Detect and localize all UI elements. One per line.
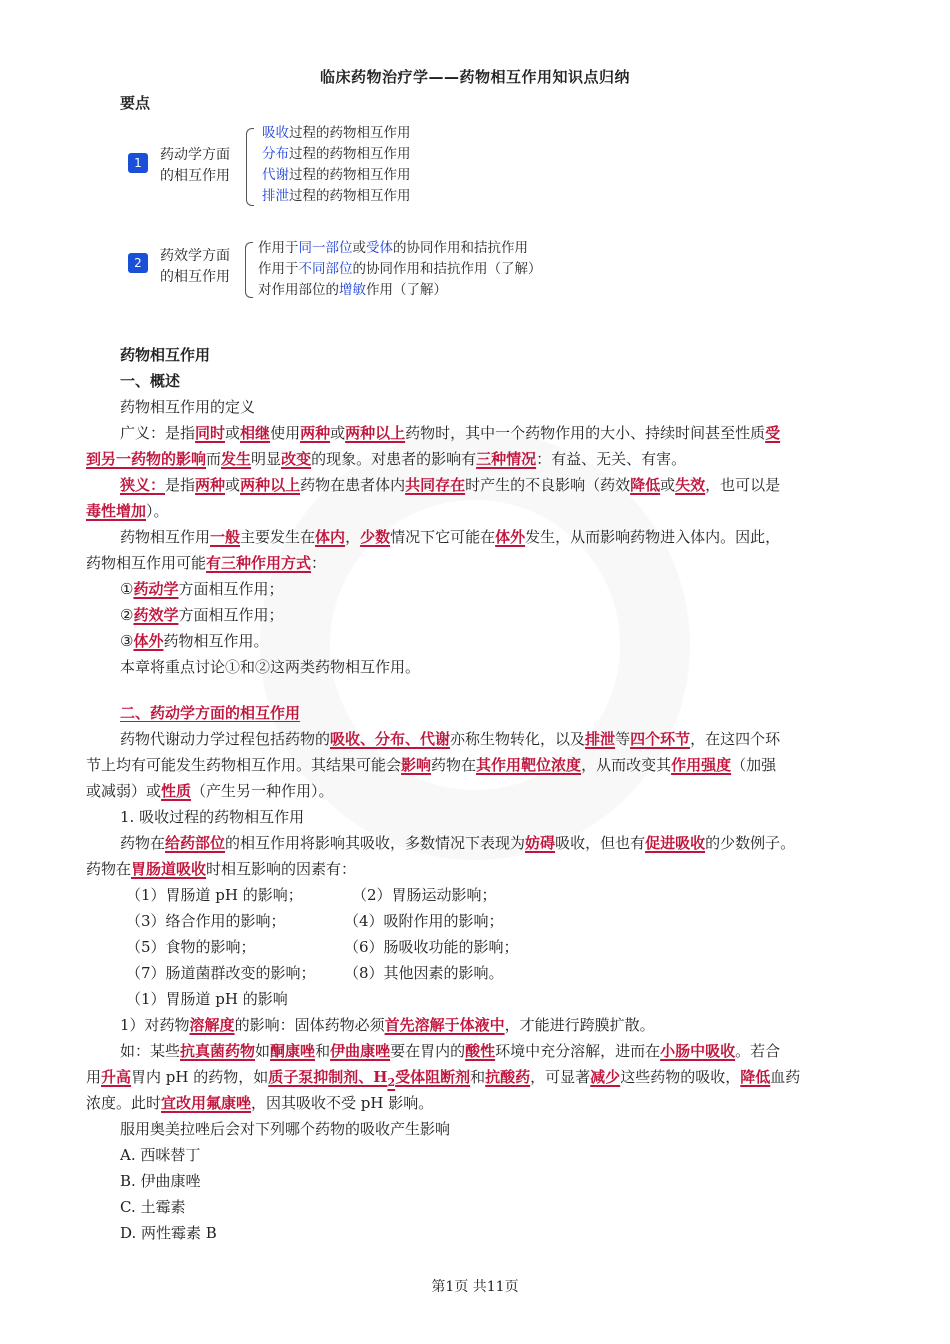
t: 而 bbox=[206, 450, 222, 468]
t: 和 bbox=[470, 1068, 486, 1086]
t: 主要发生在 bbox=[240, 528, 316, 546]
section-2-heading: 二、药动学方面的相互作用 bbox=[120, 704, 301, 722]
box2-item bbox=[258, 238, 542, 259]
u: 毒性增加 bbox=[86, 502, 147, 520]
t: 亦称生物转化，以及 bbox=[450, 730, 586, 748]
option-c: C. 土霉素 bbox=[120, 1198, 186, 1216]
para-4: 本章将重点讨论①和②这两类药物相互作用。 bbox=[120, 658, 421, 676]
box1-label-line1: 药动学方面 bbox=[160, 147, 230, 163]
box2-item bbox=[258, 280, 542, 301]
box1-label bbox=[160, 145, 230, 187]
t: 是指 bbox=[165, 476, 196, 494]
u: 伊曲康唑 bbox=[330, 1042, 391, 1060]
t: 环境中充分溶解，进而在 bbox=[495, 1042, 661, 1060]
t: 作用（了解） bbox=[366, 282, 447, 298]
u: 两种以上 bbox=[240, 476, 301, 494]
factor: （7）肠道菌群改变的影响； bbox=[126, 964, 316, 982]
hl: 同一部位 bbox=[298, 240, 353, 256]
t: 药物在患者体内 bbox=[300, 476, 406, 494]
u: 相继 bbox=[240, 424, 271, 442]
para-5-3 bbox=[86, 778, 334, 804]
box2-items bbox=[258, 238, 542, 301]
n: ① bbox=[120, 580, 134, 598]
u: 三种情况 bbox=[476, 450, 537, 468]
u: 减少 bbox=[590, 1068, 621, 1086]
t: 药物代谢动力学过程包括药物的 bbox=[120, 730, 331, 748]
box2-item bbox=[258, 259, 542, 280]
factor-row bbox=[126, 908, 504, 934]
hl: 不同部位 bbox=[298, 261, 353, 277]
t: 的少数例子。 bbox=[705, 834, 796, 852]
u: 一般 bbox=[210, 528, 241, 546]
u: 影响 bbox=[401, 756, 432, 774]
t: 或 bbox=[225, 424, 241, 442]
para-8-3 bbox=[86, 1090, 433, 1116]
box1-label-line2: 的相互作用 bbox=[160, 168, 230, 184]
t: 时相互影响的因素有： bbox=[206, 860, 357, 878]
option-a: A. 西咪替丁 bbox=[120, 1146, 201, 1164]
t: 用 bbox=[86, 1068, 102, 1086]
t: 的协同作用和拮抗作用 bbox=[393, 240, 528, 256]
t: 药物相互作用。 bbox=[163, 632, 269, 650]
t: 发生，从而影响药物进入体内。因此， bbox=[525, 528, 781, 546]
u: 两种 bbox=[195, 476, 226, 494]
item-rest: 过程的药物相互作用 bbox=[289, 125, 411, 141]
factor: （8）其他因素的影响。 bbox=[344, 964, 504, 982]
factor: （6）肠吸收功能的影响； bbox=[344, 938, 519, 956]
u: 其作用靶位浓度 bbox=[476, 756, 582, 774]
u: 吸收、分布、代谢 bbox=[330, 730, 451, 748]
t: ）。 bbox=[146, 502, 169, 520]
u: 共同存在 bbox=[405, 476, 466, 494]
box2-label-line1: 药效学方面 bbox=[160, 248, 230, 264]
u: 药效学 bbox=[133, 606, 179, 624]
t: 方面相互作用； bbox=[178, 606, 284, 624]
t: 或 bbox=[225, 476, 241, 494]
factor: （2）胃肠运动影响； bbox=[352, 886, 497, 904]
t: 浓度。此时 bbox=[86, 1094, 162, 1112]
para-narrow-1 bbox=[120, 472, 780, 498]
t: ，从而改变其 bbox=[581, 756, 672, 774]
t: 作用于 bbox=[258, 240, 299, 256]
u: 排泄 bbox=[585, 730, 616, 748]
item-hl: 分布 bbox=[262, 146, 289, 162]
page-title: 临床药物治疗学——药物相互作用知识点归纳 bbox=[319, 68, 630, 86]
box1-item bbox=[262, 165, 411, 186]
t: 药物相互作用 bbox=[120, 528, 211, 546]
para-3-1 bbox=[120, 524, 780, 550]
subheading-absorption: 1. 吸收过程的药物相互作用 bbox=[120, 808, 305, 826]
list-item bbox=[120, 576, 283, 602]
t: 节上均有可能发生药物相互作用。其结果可能会 bbox=[86, 756, 402, 774]
u: 酮康唑 bbox=[270, 1042, 316, 1060]
para-6-1 bbox=[120, 830, 795, 856]
t: 情况下它可能在 bbox=[390, 528, 496, 546]
t: 如 bbox=[255, 1042, 271, 1060]
t: （加强 bbox=[731, 756, 777, 774]
option-d: D. 两性霉素 B bbox=[120, 1224, 217, 1242]
item-rest: 过程的药物相互作用 bbox=[289, 146, 411, 162]
para-7 bbox=[120, 1012, 655, 1038]
u: 给药部位 bbox=[165, 834, 226, 852]
u: 性质 bbox=[161, 782, 192, 800]
t: 方面相互作用； bbox=[178, 580, 284, 598]
section-title: 药物相互作用 bbox=[120, 346, 211, 364]
factor-row bbox=[126, 882, 497, 908]
t: 药物时，其中一个药物作用的大小、持续时间甚至性质 bbox=[405, 424, 766, 442]
u: 两种 bbox=[300, 424, 331, 442]
u: 狭义： bbox=[120, 476, 166, 494]
t: 的现象。对患者的影响有 bbox=[311, 450, 477, 468]
t: 的协同作用和拮抗作用（了解） bbox=[352, 261, 542, 277]
u: 体外 bbox=[133, 632, 164, 650]
u: 四个环节 bbox=[630, 730, 691, 748]
t: 广义：是指 bbox=[120, 424, 196, 442]
u: 妨碍 bbox=[525, 834, 556, 852]
t: 胃内 pH 的药物，如 bbox=[131, 1068, 269, 1086]
n: ③ bbox=[120, 632, 134, 650]
u: 有三种作用方式 bbox=[206, 554, 312, 572]
option-b: B. 伊曲康唑 bbox=[120, 1172, 201, 1190]
t: 药物相互作用可能 bbox=[86, 554, 207, 572]
u: 首先溶解于体液中 bbox=[384, 1016, 505, 1034]
u: 两种以上 bbox=[345, 424, 406, 442]
t: ： bbox=[311, 554, 327, 572]
item-rest: 过程的药物相互作用 bbox=[289, 188, 411, 204]
item-hl: 吸收 bbox=[262, 125, 289, 141]
t: ：有益、无关、有害。 bbox=[536, 450, 687, 468]
u: 降低 bbox=[630, 476, 661, 494]
u: 小肠中吸收 bbox=[660, 1042, 736, 1060]
subheading-ph: （1）胃肠道 pH 的影响 bbox=[126, 990, 288, 1008]
t: ， bbox=[345, 528, 361, 546]
u-sub: 2 bbox=[387, 1076, 396, 1089]
t: ，才能进行跨膜扩散。 bbox=[504, 1016, 655, 1034]
factor-row bbox=[126, 934, 519, 960]
t: 对作用部位的 bbox=[258, 282, 339, 298]
para-broad-2 bbox=[86, 446, 686, 472]
item-rest: 过程的药物相互作用 bbox=[289, 167, 411, 183]
key-points-heading: 要点 bbox=[120, 94, 151, 112]
u: 到另一药物的影响 bbox=[86, 450, 207, 468]
factor: （3）络合作用的影响； bbox=[126, 912, 286, 930]
t: 药物在 bbox=[86, 860, 132, 878]
t: 吸收，但也有 bbox=[555, 834, 646, 852]
badge-2: 2 bbox=[128, 253, 148, 273]
t: 药物在 bbox=[120, 834, 166, 852]
u: 药动学 bbox=[133, 580, 179, 598]
n: ② bbox=[120, 606, 134, 624]
t: 这些药物的吸收， bbox=[620, 1068, 741, 1086]
box1-item bbox=[262, 144, 411, 165]
t: 或 bbox=[330, 424, 346, 442]
t: （产生另一种作用）。 bbox=[191, 782, 334, 800]
t: ，因其吸收不受 pH 影响。 bbox=[251, 1094, 434, 1112]
u: 改变 bbox=[281, 450, 312, 468]
item-hl: 排泄 bbox=[262, 188, 289, 204]
u: 体外 bbox=[495, 528, 526, 546]
u: 受体阻断剂 bbox=[395, 1068, 471, 1086]
para-6-2 bbox=[86, 856, 356, 882]
t: 或 bbox=[352, 240, 366, 256]
u: 抗酸药 bbox=[485, 1068, 531, 1086]
u: 同时 bbox=[195, 424, 226, 442]
t: 1）对药物 bbox=[120, 1016, 190, 1034]
u: 升高 bbox=[101, 1068, 132, 1086]
factor-row bbox=[126, 960, 504, 986]
brace-2 bbox=[245, 242, 253, 298]
t: 如：某些 bbox=[120, 1042, 181, 1060]
section-1-heading: 一、概述 bbox=[120, 372, 181, 390]
hl: 受体 bbox=[366, 240, 393, 256]
t: 的相互作用将影响其吸收，多数情况下表现为 bbox=[225, 834, 526, 852]
t: 药物在 bbox=[431, 756, 477, 774]
box1-items bbox=[262, 123, 411, 207]
para-5-1 bbox=[120, 726, 780, 752]
u: 体内 bbox=[315, 528, 346, 546]
t: ，可显著 bbox=[530, 1068, 591, 1086]
factor: （1）胃肠道 pH 的影响； bbox=[126, 886, 303, 904]
t: 或减弱）或 bbox=[86, 782, 162, 800]
para-3-2 bbox=[86, 550, 326, 576]
u: 溶解度 bbox=[189, 1016, 235, 1034]
hl: 增敏 bbox=[339, 282, 366, 298]
t: 要在胃内的 bbox=[390, 1042, 466, 1060]
t: 的影响：固体药物必须 bbox=[234, 1016, 385, 1034]
u: 降低 bbox=[740, 1068, 771, 1086]
question-text: 服用奥美拉唑后会对下列哪个药物的吸收产生影响 bbox=[120, 1120, 451, 1138]
u: 作用强度 bbox=[671, 756, 732, 774]
t: ，也可以是 bbox=[705, 476, 781, 494]
t: 使用 bbox=[270, 424, 301, 442]
box1-item bbox=[262, 123, 411, 144]
list-item bbox=[120, 602, 283, 628]
para-8-1 bbox=[120, 1038, 780, 1064]
t: 等 bbox=[615, 730, 631, 748]
t: ，在这四个环 bbox=[690, 730, 781, 748]
para-broad-1 bbox=[120, 420, 780, 446]
badge-1: 1 bbox=[128, 153, 148, 173]
t: 。若合 bbox=[735, 1042, 781, 1060]
u: 促进吸收 bbox=[645, 834, 706, 852]
t: 明显 bbox=[251, 450, 282, 468]
brace-1 bbox=[246, 128, 254, 206]
u: 质子泵抑制剂、H bbox=[268, 1068, 388, 1086]
u: 宜改用氟康唑 bbox=[161, 1094, 252, 1112]
box2-label bbox=[160, 246, 230, 288]
t: 和 bbox=[315, 1042, 331, 1060]
u: 抗真菌药物 bbox=[180, 1042, 256, 1060]
u: 酸性 bbox=[465, 1042, 496, 1060]
u: 少数 bbox=[360, 528, 391, 546]
box1-item bbox=[262, 186, 411, 207]
t: 或 bbox=[660, 476, 676, 494]
t: 作用于 bbox=[258, 261, 299, 277]
para-narrow-2 bbox=[86, 498, 169, 524]
page-footer: 第1页 共11页 bbox=[431, 1279, 519, 1295]
list-item bbox=[120, 628, 268, 654]
definition-title: 药物相互作用的定义 bbox=[120, 398, 256, 416]
box2-label-line2: 的相互作用 bbox=[160, 269, 230, 285]
u: 受 bbox=[765, 424, 781, 442]
para-5-2 bbox=[86, 752, 776, 778]
item-hl: 代谢 bbox=[262, 167, 289, 183]
u: 胃肠道吸收 bbox=[131, 860, 207, 878]
factor: （4）吸附作用的影响； bbox=[344, 912, 504, 930]
u: 失效 bbox=[675, 476, 706, 494]
u: 发生 bbox=[221, 450, 252, 468]
t: 血药 bbox=[770, 1068, 801, 1086]
factor: （5）食物的影响； bbox=[126, 938, 256, 956]
t: 时产生的不良影响（药效 bbox=[465, 476, 631, 494]
